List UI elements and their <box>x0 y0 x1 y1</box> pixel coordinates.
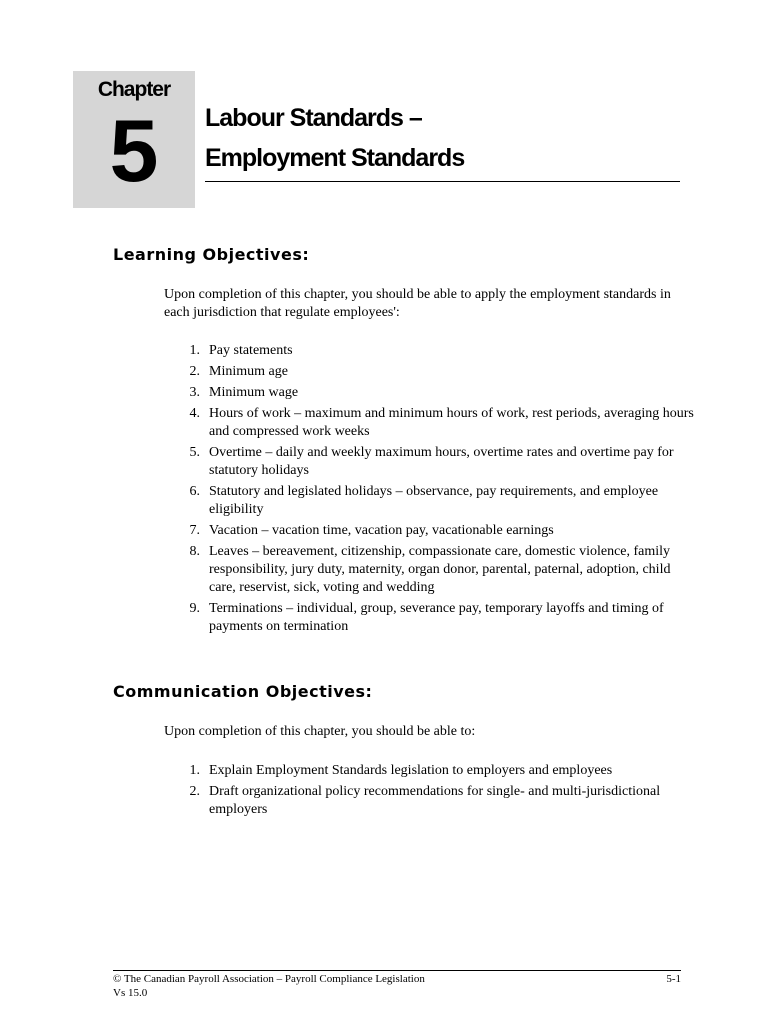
footer-rule <box>113 970 681 971</box>
list-item-text: Vacation – vacation time, vacation pay, vacationable earnings <box>209 523 554 538</box>
communication-objectives-list <box>164 762 694 822</box>
footer-left <box>113 972 425 1000</box>
list-item-text: Hours of work – maximum and minimum hours of work, rest periods, averaging hours and compressed work weeks <box>209 406 694 439</box>
list-item <box>164 543 694 597</box>
list-item-number: 1. <box>189 763 200 778</box>
chapter-number: 5 <box>109 101 159 200</box>
communication-objectives-heading: Communication Objectives: <box>113 682 373 701</box>
list-item-number: 5. <box>189 445 200 460</box>
list-item-number: 7. <box>189 523 200 538</box>
learning-objectives-list <box>164 342 694 639</box>
footer-version: Vs 15.0 <box>113 987 148 999</box>
learning-objectives-heading: Learning Objectives: <box>113 245 310 264</box>
list-item <box>164 600 694 636</box>
chapter-label: Chapter <box>97 78 171 101</box>
list-item-text: Minimum age <box>209 364 288 379</box>
list-item <box>164 342 694 360</box>
list-item-text: Terminations – individual, group, severance pay, temporary layoffs and timing of payments on termination <box>209 601 664 634</box>
list-item <box>164 783 694 819</box>
list-item-number: 2. <box>189 364 200 379</box>
list-item <box>164 405 694 441</box>
list-item-number: 3. <box>189 385 200 400</box>
list-item-number: 8. <box>189 544 200 559</box>
list-item-text: Explain Employment Standards legislation to employers and employees <box>209 763 613 778</box>
footer-copyright: © The Canadian Payroll Association – Payroll Compliance Legislation <box>113 973 425 985</box>
learning-objectives-intro: Upon completion of this chapter, you should be able to apply the employment standards in each jurisdiction that regulate employees': <box>164 287 671 320</box>
list-item <box>164 363 694 381</box>
list-item-text: Minimum wage <box>209 385 299 400</box>
list-item-number: 9. <box>189 601 200 616</box>
list-item-number: 1. <box>189 343 200 358</box>
list-item-text: Leaves – bereavement, citizenship, compassionate care, domestic violence, family responsibility, jury duty, maternity, organ donor, parental, paternal, adoption, child care, reservist, sick, voting and wedding <box>209 544 671 595</box>
list-item-text: Pay statements <box>209 343 293 358</box>
list-item-number: 4. <box>189 406 200 421</box>
list-item <box>164 762 694 780</box>
list-item <box>164 444 694 480</box>
chapter-title <box>205 98 680 182</box>
list-item <box>164 522 694 540</box>
chapter-box <box>73 71 195 208</box>
list-item-number: 2. <box>189 784 200 799</box>
list-item-text: Overtime – daily and weekly maximum hours, overtime rates and overtime pay for statutory holidays <box>209 445 674 478</box>
list-item-number: 6. <box>189 484 200 499</box>
chapter-title-line-2: Employment Standards <box>205 144 465 172</box>
list-item <box>164 483 694 519</box>
list-item <box>164 384 694 402</box>
list-item-text: Statutory and legislated holidays – observance, pay requirements, and employee eligibility <box>209 484 659 517</box>
footer-page-number: 5-1 <box>666 973 681 985</box>
chapter-title-line-1: Labour Standards – <box>205 104 422 132</box>
list-item-text: Draft organizational policy recommendations for single- and multi-jurisdictional employers <box>209 784 661 817</box>
communication-objectives-intro: Upon completion of this chapter, you should be able to: <box>164 724 476 739</box>
